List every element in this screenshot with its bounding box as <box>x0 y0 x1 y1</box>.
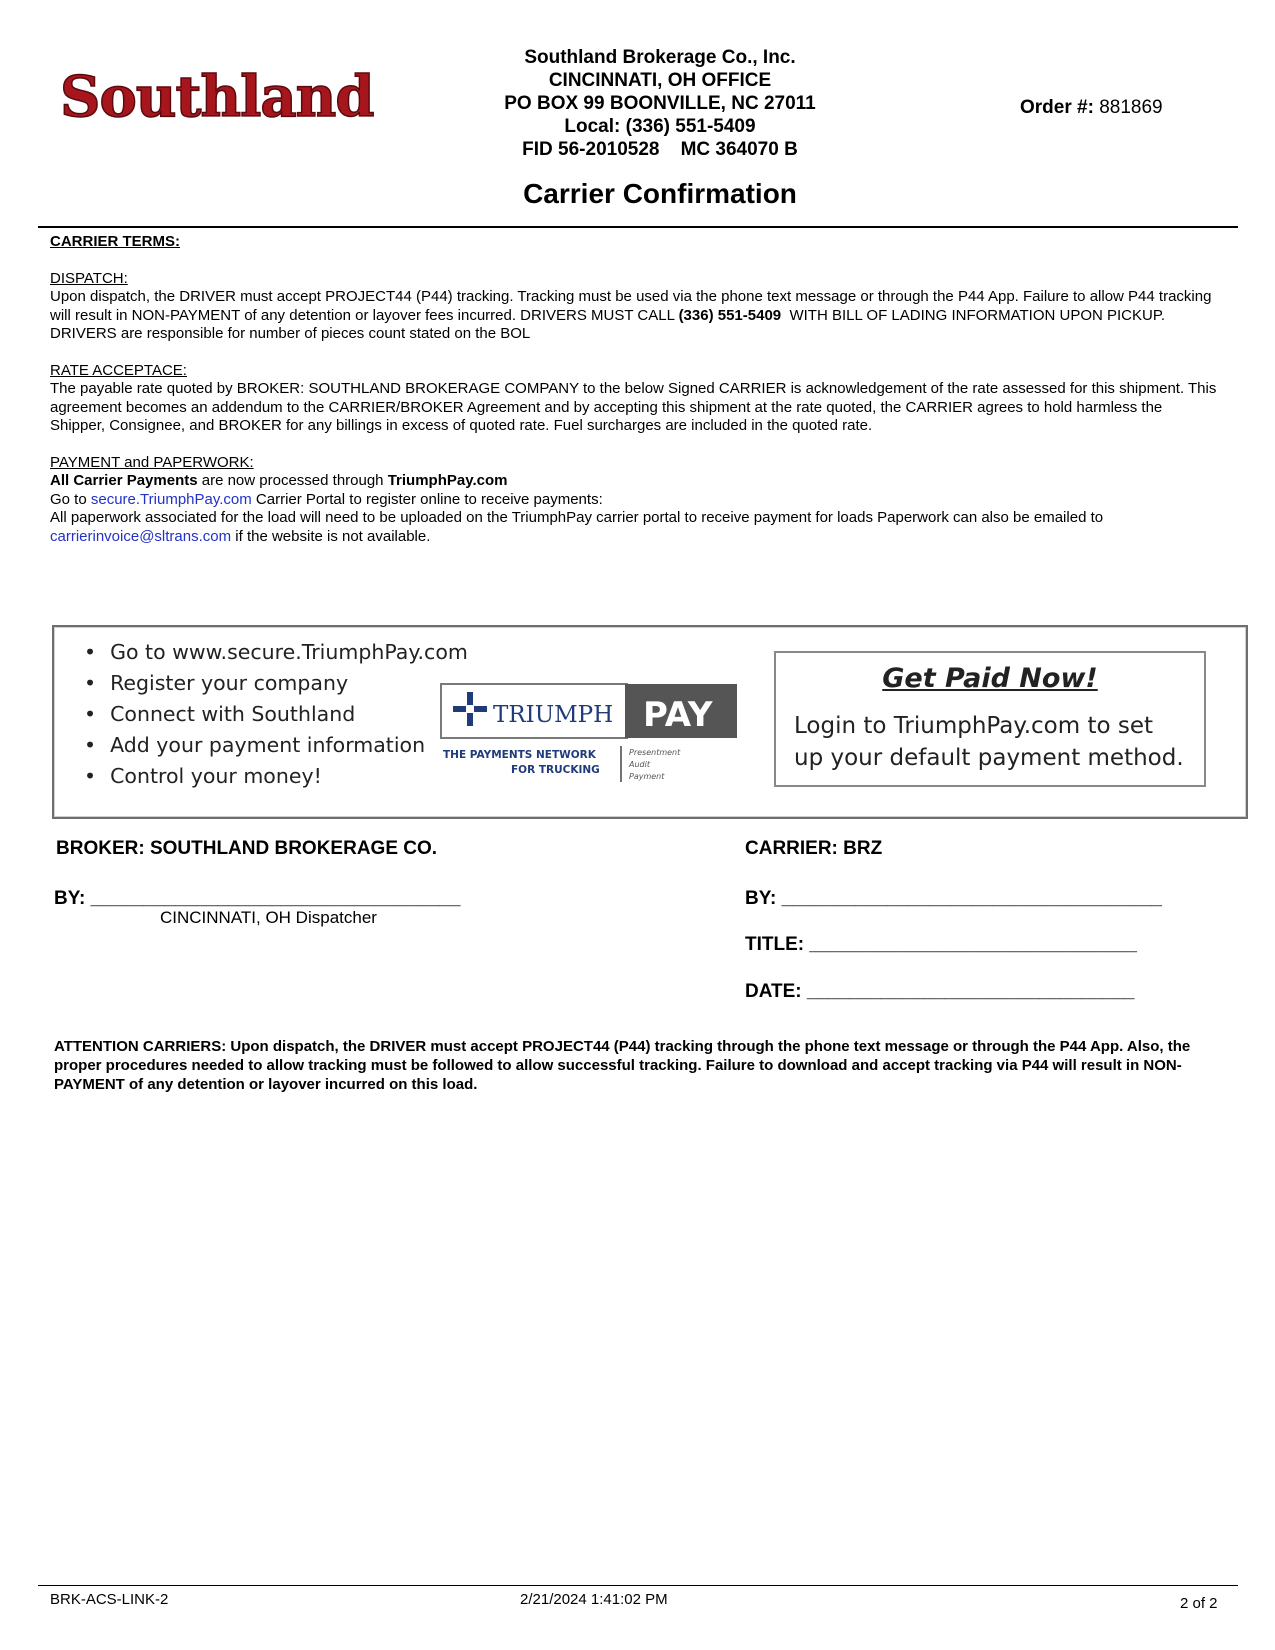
company-address: PO BOX 99 BOONVILLE, NC 27011 <box>504 93 816 114</box>
header-divider <box>38 226 1238 228</box>
goto-line: Go to secure.TriumphPay.com Carrier Portal to register online to receive payments: <box>50 490 603 508</box>
southland-logo <box>58 58 374 130</box>
carrier-signature-line[interactable]: BY: ____________________________________ <box>745 888 1162 909</box>
footer-page: 2 of 2 <box>1180 1595 1218 1612</box>
logo-tagline-2: FOR TRUCKING <box>511 764 600 776</box>
footer-divider <box>38 1585 1238 1586</box>
banner-step: • Connect with Southland <box>84 699 468 730</box>
triumphpay-banner <box>52 625 1248 819</box>
carrier-label: CARRIER: BRZ <box>745 838 883 859</box>
svg-text:Presentment: Presentment <box>629 748 681 757</box>
company-header <box>420 46 900 161</box>
logo-triumph: TRIUMPH <box>493 702 614 728</box>
paperwork-text: All paperwork associated for the load will need to be uploaded on the TriumphPay carrier portal to receive payment for loads Paperwork can also be emailed to carrierinvoice@sltrans.com if the website is not available. <box>50 509 1104 545</box>
order-value: 881869 <box>1099 97 1163 118</box>
order-label: Order #: <box>1020 97 1094 118</box>
broker-signature-line[interactable]: BY: ___________________________________ <box>54 888 461 909</box>
broker-role: CINCINNATI, OH Dispatcher <box>160 908 377 927</box>
order-number <box>1020 97 1163 119</box>
get-paid-heading: Get Paid Now! <box>882 663 1098 694</box>
company-phone: Local: (336) 551-5409 <box>564 116 756 137</box>
logo-pay: PAY <box>643 695 713 735</box>
rate-heading: RATE ACCEPTACE: <box>50 361 187 379</box>
company-name: Southland Brokerage Co., Inc. <box>524 47 796 68</box>
terms-heading: CARRIER TERMS: <box>50 233 180 250</box>
carrier-terms <box>50 233 1220 546</box>
footer-timestamp: 2/21/2024 1:41:02 PM <box>520 1591 668 1608</box>
rate-text: The payable rate quoted by BROKER: SOUTHLAND BROKERAGE COMPANY to the below Signed CARRIER is acknowledgement of the rate assessed for this shipment. This agreement becomes an addendum to the CARRIER/BROKER Agreement and by accepting this shipment at the rate quoted, the CARRIER agrees to hold harmless the Shipper, Consignee, and BROKER for any billings in excess of quoted rate. Fuel surcharges are included in the quoted rate. <box>50 380 1217 434</box>
carrier-date-line[interactable]: DATE: _______________________________ <box>745 981 1135 1002</box>
carrier-title-line[interactable]: TITLE: _______________________________ <box>745 934 1137 955</box>
banner-step: • Control your money! <box>84 761 468 792</box>
broker-label: BROKER: SOUTHLAND BROKERAGE CO. <box>56 838 438 859</box>
get-paid-box <box>774 651 1206 787</box>
invoice-email-link[interactable]: carrierinvoice@sltrans.com <box>50 527 232 545</box>
banner-step: • Go to www.secure.TriumphPay.com <box>84 637 468 668</box>
banner-steps <box>84 637 468 792</box>
payment-line: All Carrier Payments are now processed through TriumphPay.com <box>50 472 508 489</box>
company-ids: FID 56-2010528 MC 364070 B <box>522 139 798 160</box>
document-title: Carrier Confirmation <box>523 178 797 209</box>
banner-step: • Register your company <box>84 668 468 699</box>
attention-notice: ATTENTION CARRIERS: Upon dispatch, the DRIVER must accept PROJECT44 (P44) tracking through the phone text message or through the P44 App. Also, the proper procedures needed to allow tracking must be followed to allow successful tracking. Failure to download and accept tracking via P44 will result in NON-PAYMENT of any detention or layover incurred on this load. <box>54 1038 1191 1093</box>
triumphpay-logo <box>439 682 739 792</box>
dispatch-phone: (336) 551-5409 <box>678 306 782 324</box>
company-office: CINCINNATI, OH OFFICE <box>548 70 772 91</box>
get-paid-text: Login to TriumphPay.com to set up your default payment method. <box>794 713 1184 771</box>
banner-step: • Add your payment information <box>84 730 468 761</box>
payment-heading: PAYMENT and PAPERWORK: <box>50 453 254 471</box>
logo-text: Southland <box>60 64 374 130</box>
footer-code: BRK-ACS-LINK-2 <box>50 1591 169 1608</box>
triumphpay-link[interactable]: secure.TriumphPay.com <box>90 490 252 508</box>
svg-text:Audit: Audit <box>629 760 650 769</box>
dispatch-heading: DISPATCH: <box>50 269 128 287</box>
logo-tagline-1: THE PAYMENTS NETWORK <box>443 749 596 761</box>
dispatch-text: Upon dispatch, the DRIVER must accept PROJECT44 (P44) tracking. Tracking must be used via the phone text message or through the P44 App. Failure to allow P44 tracking will result in NON-PAYMENT of any detention or layover fees incurred. DRIVERS MUST CALL (336) 551-5409 WITH BILL OF LADING INFORMATION UPON PICKUP. DRIVERS are responsible for number of pieces count stated on the BOL <box>50 288 1212 342</box>
svg-text:Payment: Payment <box>629 772 665 781</box>
